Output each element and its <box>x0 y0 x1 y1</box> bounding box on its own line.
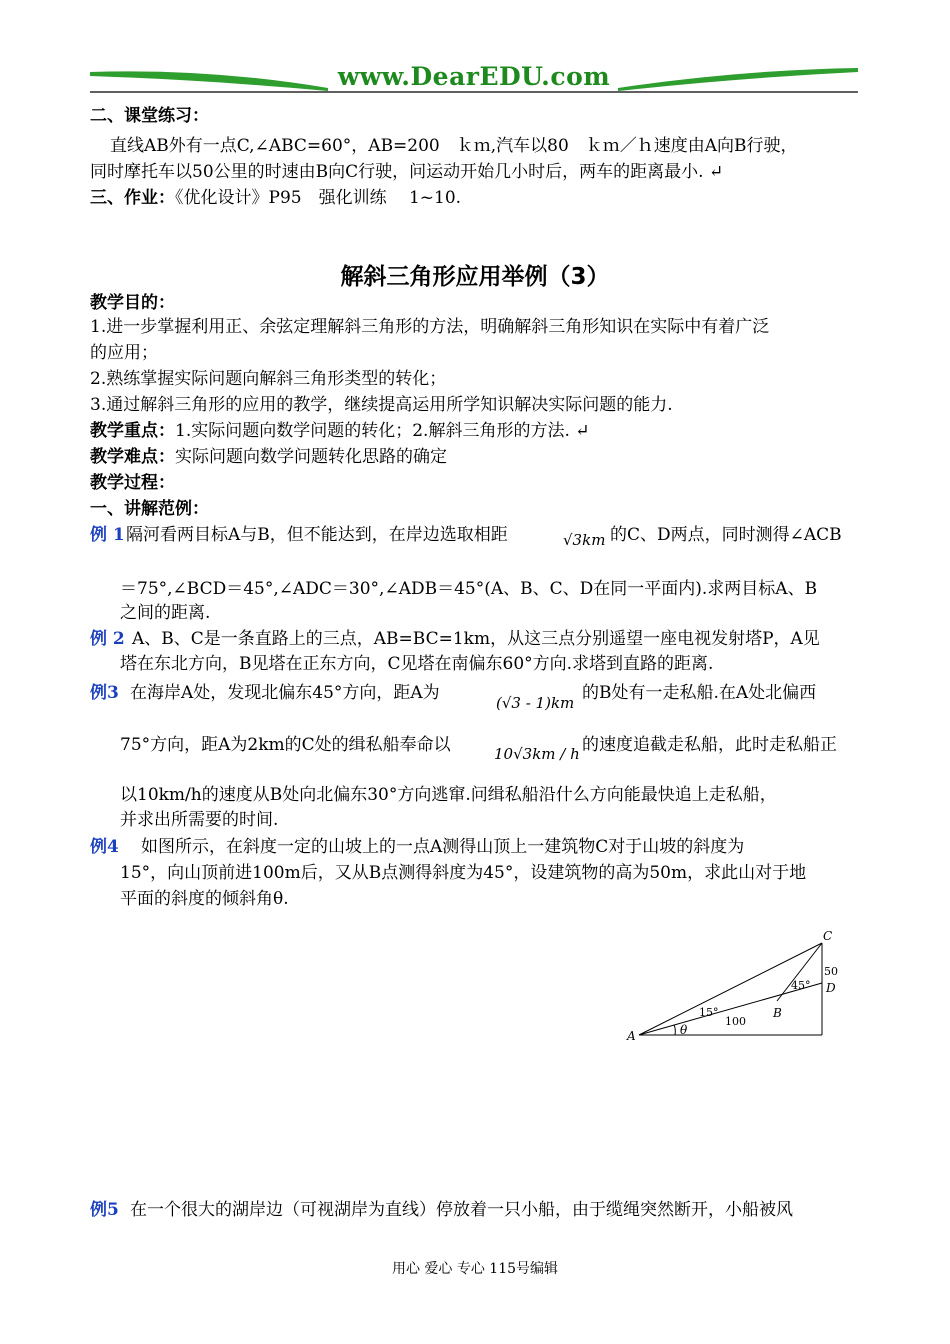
goal-item: 的应用； <box>90 343 158 363</box>
label-15: 15° <box>699 1006 719 1019</box>
example-4-label: 例4 <box>90 837 119 857</box>
example-5-line: 在一个很大的湖岸边（可视湖岸为直线）停放着一只小船，由于缆绳突然断开，小船被风 <box>130 1200 793 1220</box>
site-logo: www.DearEDU.com <box>337 62 611 91</box>
label-d: D <box>826 981 836 995</box>
section2-line2: 同时摩托车以50公里的时速由B向C行驶，问运动开始几小时后，两车的距离最小. ↵ <box>90 162 724 182</box>
label-100: 100 <box>725 1015 746 1028</box>
line-bc <box>777 943 822 1001</box>
example-3-line: 在海岸A处，发现北偏东45°方向，距A为 <box>130 683 440 703</box>
label-theta: θ <box>680 1023 688 1037</box>
example-3-line: 并求出所需要的时间. <box>120 810 279 830</box>
example-3-math-2: 10√3km / h <box>494 745 580 763</box>
example-3-line: 以10km/h的速度从B处向北偏东30°方向逃窜.问缉私船沿什么方向能最快追上走私船， <box>120 785 777 805</box>
theta-arc <box>674 1025 675 1035</box>
difficulty-label: 教学难点： <box>90 447 175 467</box>
label-c: C <box>823 929 833 943</box>
label-b: B <box>773 1006 782 1020</box>
difficulty-row <box>90 445 447 469</box>
example-1-line: 隔河看两目标A与B，但不能达到，在岸边选取相距 <box>126 525 508 545</box>
example-1-line: 之间的距离. <box>120 603 211 623</box>
example-1-label: 例 1 <box>90 525 125 545</box>
label-50: 50 <box>824 965 838 978</box>
section3-heading: 三、作业： <box>90 188 175 208</box>
goal-item: 2.熟练掌握实际问题向解斜三角形类型的转化； <box>90 369 447 389</box>
page-title: 解斜三角形应用举例（3） <box>340 264 610 290</box>
page-footer: 用心 爱心 专心 115号编辑 <box>391 1261 559 1277</box>
process-sub: 一、讲解范例： <box>90 499 209 519</box>
goal-item: 3.通过解斜三角形的应用的教学，继续提高运用所学知识解决实际问题的能力. <box>90 395 673 415</box>
goal-item: 1.进一步掌握利用正、余弦定理解斜三角形的方法，明确解斜三角形知识在实际中有着广泛 <box>90 317 770 337</box>
slope-figure <box>625 925 850 1050</box>
example-4-line: 15°，向山顶前进100m后，又从B点测得斜度为45°，设建筑物的高为50m，求此山对于地 <box>120 863 807 883</box>
goals-heading: 教学目的： <box>90 293 175 313</box>
key-points-text: 1.实际问题向数学问题的转化；2.解斜三角形的方法. ↵ <box>175 421 590 441</box>
label-45: 45° <box>791 979 811 992</box>
example-3-line: 的速度追截走私船，此时走私船正 <box>582 735 837 755</box>
example-5-label: 例5 <box>90 1200 119 1220</box>
process-label: 教学过程： <box>90 473 175 493</box>
example-1-math: √3km <box>563 531 606 549</box>
label-a: A <box>627 1029 636 1043</box>
example-3-math-1: (√3 - 1)km <box>496 694 575 712</box>
section2-heading: 二、课堂练习： <box>90 106 209 126</box>
example-2-label: 例 2 <box>90 629 125 649</box>
difficulty-text: 实际问题向数学问题转化思路的确定 <box>175 447 447 467</box>
example-4-line: 如图所示，在斜度一定的山坡上的一点A测得山顶上一建筑物C对于山坡的斜度为 <box>124 837 745 857</box>
example-2-line: A、B、C是一条直路上的三点，AB=BC=1km，从这三点分别遥望一座电视发射塔P，A见 <box>132 629 820 649</box>
key-points-row <box>90 419 590 443</box>
section3-text: 《优化设计》P95 强化训练 1~10. <box>175 188 462 208</box>
example-2-line: 塔在东北方向，B见塔在正东方向，C见塔在南偏东60°方向.求塔到直路的距离. <box>120 654 714 674</box>
example-3-line: 75°方向，距A为2km的C处的缉私船奉命以 <box>120 735 451 755</box>
example-3-line: 的B处有一走私船.在A处北偏西 <box>582 683 817 703</box>
key-points-label: 教学重点： <box>90 421 175 441</box>
header-banner <box>88 58 860 94</box>
example-4-line: 平面的斜度的倾斜角θ. <box>120 889 289 909</box>
example-1-line: 的C、D两点，同时测得∠ACB <box>610 525 842 545</box>
example-3-label: 例3 <box>90 683 119 703</box>
section3-row <box>90 186 461 210</box>
section2-line1: 直线AB外有一点C,∠ABC=60°，AB=200 ｋｍ,汽车以80 ｋｍ／ｈ速度由A向B行驶， <box>110 136 798 156</box>
example-1-line: ＝75°,∠BCD＝45°,∠ADC＝30°,∠ADB＝45°(A、B、C、D在同一平面内).求两目标A、B <box>120 579 818 599</box>
